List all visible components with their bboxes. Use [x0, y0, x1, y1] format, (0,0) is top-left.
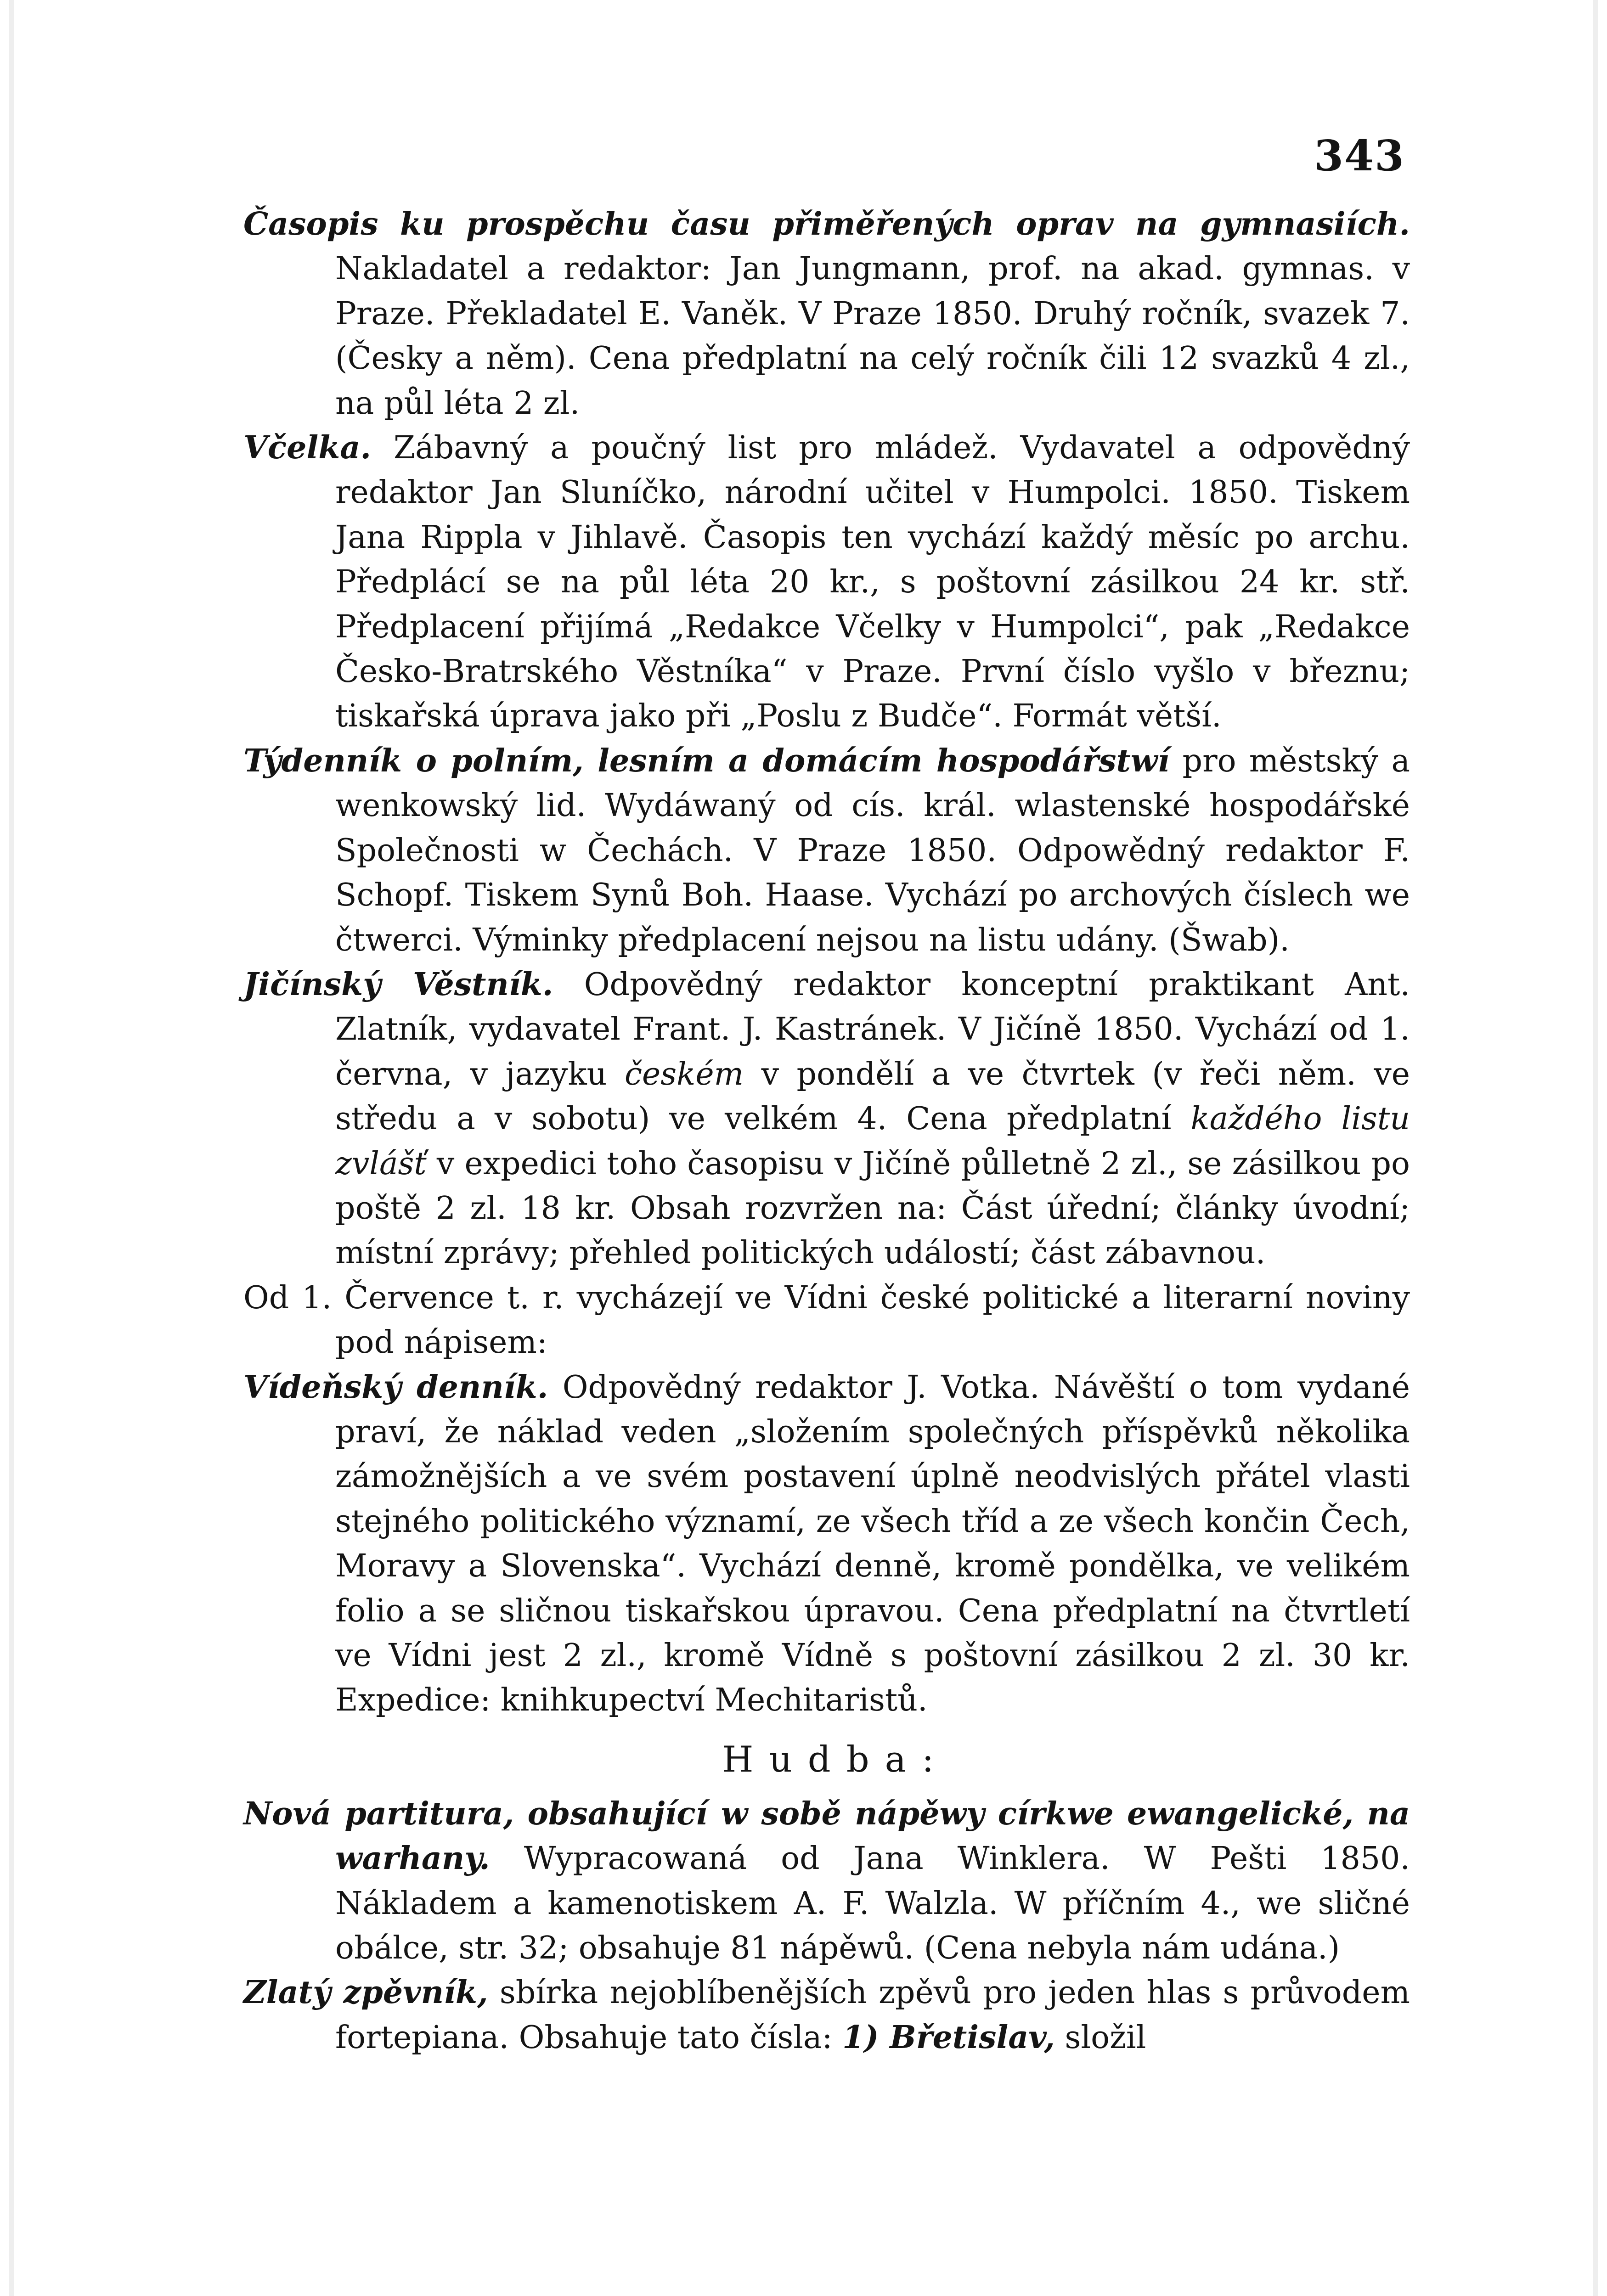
entry-emphasis: českém: [624, 1056, 744, 1092]
entry-casopis: [243, 202, 1410, 426]
entry-body: Zábavný a poučný list pro mládež. Vydavatel a odpovědný redaktor Jan Sluníčko, národní učitel v Humpolci. 1850. Tiskem Jana Rippla v Jihlavě. Časopis ten vychází každý měsíc po archu. Předplácí se na půl léta 20 kr., s poštovní zásilkou 24 kr. stř. Předplacení přijímá „Redakce Včelky v Humpolci“, pak „Redakce Česko-Bratrského Věstníka“ v Praze. První číslo vyšlo v březnu; tiskařská úprava jako při „Poslu z Budče“. Formát větší.: [335, 430, 1410, 735]
entry-title: Zlatý zpěvník,: [243, 1974, 488, 2011]
page-number: 343: [1314, 131, 1405, 180]
entry-body: pro městský a wenkowský lid. Wydáwaný od cís. král. wlastenské hospodářské Společnosti w Čechách. V Praze 1850. Odpowědný redaktor F. Schopf. Tiskem Synů Boh. Haase. Vychází po archových číslech we čtwerci. Výminky předplacení nejsou na listu udány. (Šwab).: [335, 743, 1410, 958]
entry-body: Wypracowaná od Jana Winklera. W Pešti 1850. Nákladem a kamenotiskem A. F. Walzla. W příčním 4., we sličné obálce, str. 32; obsahuje 81 nápěwů. (Cena nebyla nám udána.): [335, 1840, 1410, 1967]
entry-title: Nová partitura, obsahující w sobě nápěwy církwe ewangelické, na warhany.: [243, 1795, 1410, 1877]
entry-emphasis: každého listu zvlášť: [335, 1101, 1410, 1182]
entry-nova-partitura: [243, 1792, 1410, 1971]
entry-body: sbírka nejoblíbenějších zpěvů pro jeden hlas s průvodem fortepiana. Obsahuje tato čísla:: [335, 1975, 1410, 2056]
entry-body: Nakladatel a redaktor: Jan Jungmann, prof. na akad. gymnas. v Praze. Překladatel E. Vaněk. V Praze 1850. Druhý ročník, svazek 7. (Česky a něm). Cena předplatní na celý ročník čili 12 svazků 4 zl., na půl léta 2 zl.: [335, 251, 1410, 422]
page-body: [243, 202, 1410, 2060]
scan-edge-left: [9, 0, 14, 2296]
entry-videnksy-dennik: [243, 1365, 1410, 1723]
section-heading-hudba: Hudba:: [722, 1739, 950, 1780]
scan-edge-right: [1593, 0, 1598, 2296]
entry-title: Týdenník o polním, lesním a domácím hospodářstwí: [243, 742, 1170, 779]
entry-body: Odpovědný redaktor konceptní praktikant Ant. Zlatník, vydavatel Frant. J. Kastránek. V Jičíně 1850. Vychází od 1. června, v jazyku: [335, 966, 1410, 1092]
entry-jicinsky-vestnik: [243, 962, 1410, 1276]
entry-zlaty-zpevnik: [243, 1970, 1410, 2060]
entry-title: Včelka.: [243, 429, 372, 467]
entry-tydennik: [243, 739, 1410, 962]
entry-vcelka: [243, 426, 1410, 739]
entry-body: Odpovědný redaktor J. Votka. Návěští o tom vydané praví, že náklad veden „složením společných příspěvků několika zámožnějších a ve svém postavení úplně neodvislých přátel vlasti stejného politického významí, ze všech tříd a ze všech končin Čech, Moravy a Slovenska“. Vychází denně, kromě pondělka, ve velikém folio a se sličnou tiskařskou úpravou. Cena předplatní na čtvrtletí ve Vídni jest 2 zl., kromě Vídně s poštovní zásilkou 2 zl. 30 kr. Expedice: knihkupectví Mechitaristů.: [335, 1369, 1410, 1719]
entry-body: v expedici toho časopisu v Jičíně půlletně 2 zl., se zásilkou po poště 2 zl. 18 kr. Obsah rozvržen na: Část úřední; články úvodní; místní zprávy; přehled politických událostí; část zábavnou.: [335, 1145, 1410, 1272]
entry-body: v pondělí a ve čtvrtek (v řeči něm. ve středu a v sobotu) ve velkém 4. Cena předplatní: [335, 1056, 1410, 1137]
entry-title: Vídeňský denník.: [243, 1368, 548, 1406]
entry-body: složil: [1054, 2019, 1146, 2056]
entry-title: Časopis ku prospěchu času přiměřených oprav na gymnasiích.: [243, 206, 1410, 242]
entry-title: Jičínský Věstník.: [243, 966, 553, 1003]
entry-title: 1) Břetislav,: [842, 2019, 1055, 2056]
entry-body: Od 1. Července t. r. vycházejí ve Vídni české politické a literarní noviny pod nápisem:: [243, 1279, 1410, 1361]
entry-announcement: [243, 1276, 1410, 1365]
